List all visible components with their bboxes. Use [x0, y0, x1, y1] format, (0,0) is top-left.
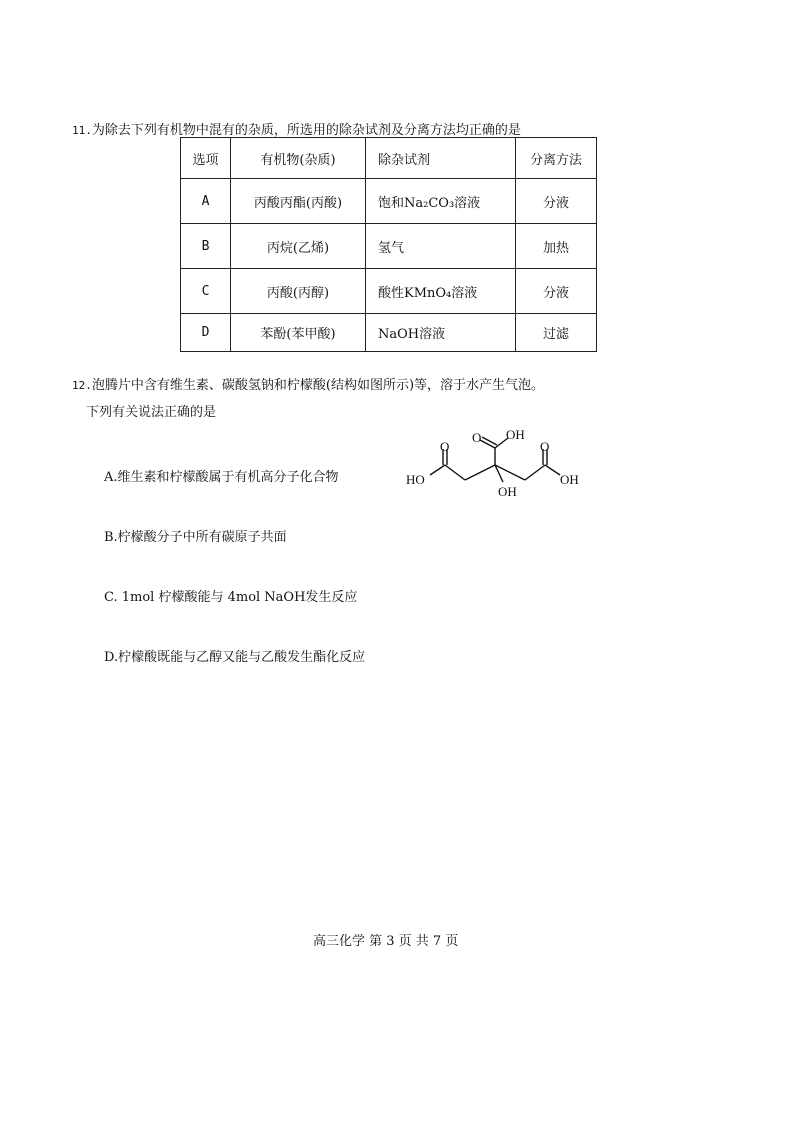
label-o-top: O [472, 430, 482, 445]
row-method: 分液 [516, 179, 597, 224]
table-header-row [181, 138, 597, 179]
q12-number: 12. [72, 379, 92, 392]
table-row [181, 224, 597, 269]
row-method: 分液 [516, 269, 597, 314]
q12-option-b: B.柠檬酸分子中所有碳原子共面 [104, 530, 287, 545]
label-o-left: O [440, 439, 450, 454]
q12-stem-line1: 泡腾片中含有维生素、碳酸氢钠和柠檬酸(结构如图所示)等，溶于水产生气泡。 [91, 378, 545, 393]
bond [482, 437, 497, 445]
row-compound: 丙酸(丙醇) [231, 269, 366, 314]
q12-option-a: A.维生素和柠檬酸属于有机高分子化合物 [104, 470, 339, 485]
q12-stem [72, 374, 544, 393]
header-reagent: 除杂试剂 [366, 138, 516, 179]
row-option: B [181, 224, 231, 269]
row-compound: 丙酸丙酯(丙酸) [231, 179, 366, 224]
bond [430, 465, 445, 475]
bond [495, 465, 525, 480]
bond [445, 465, 465, 480]
label-oh-center: OH [498, 484, 517, 499]
q11-options-table [180, 137, 597, 352]
row-option: A [181, 179, 231, 224]
q11-stem-text: 为除去下列有机物中混有的杂质，所选用的除杂试剂及分离方法均正确的是 [91, 123, 521, 138]
table-row [181, 314, 597, 352]
header-method: 分离方法 [516, 138, 597, 179]
bond [525, 465, 545, 480]
label-oh-top: OH [506, 427, 525, 442]
label-ho-left: HO [406, 472, 425, 487]
table-row [181, 179, 597, 224]
header-option: 选项 [181, 138, 231, 179]
label-o-right: O [540, 439, 550, 454]
row-method: 过滤 [516, 314, 597, 352]
page-footer: 高三化学 第 3 页 共 7 页 [313, 934, 459, 949]
row-option: C [181, 269, 231, 314]
row-reagent: NaOH溶液 [366, 314, 516, 352]
label-oh-right: OH [560, 472, 579, 487]
row-compound: 丙烷(乙烯) [231, 224, 366, 269]
row-option: D [181, 314, 231, 352]
bond [480, 440, 495, 448]
q11-stem [72, 119, 521, 138]
row-reagent: 酸性KMnO₄溶液 [366, 269, 516, 314]
row-compound: 苯酚(苯甲酸) [231, 314, 366, 352]
q12-option-c: C. 1mol 柠檬酸能与 4mol NaOH发生反应 [104, 590, 358, 605]
q11-number: 11. [72, 124, 92, 137]
table-row [181, 269, 597, 314]
q12-option-d: D.柠檬酸既能与乙醇又能与乙酸发生酯化反应 [104, 650, 366, 665]
row-method: 加热 [516, 224, 597, 269]
q12-stem-line2: 下列有关说法正确的是 [86, 405, 217, 420]
row-reagent: 氢气 [366, 224, 516, 269]
row-reagent: 饱和Na₂CO₃溶液 [366, 179, 516, 224]
bond [465, 465, 495, 480]
bond [545, 465, 560, 475]
citric-acid-structure [400, 420, 590, 505]
header-compound: 有机物(杂质) [231, 138, 366, 179]
